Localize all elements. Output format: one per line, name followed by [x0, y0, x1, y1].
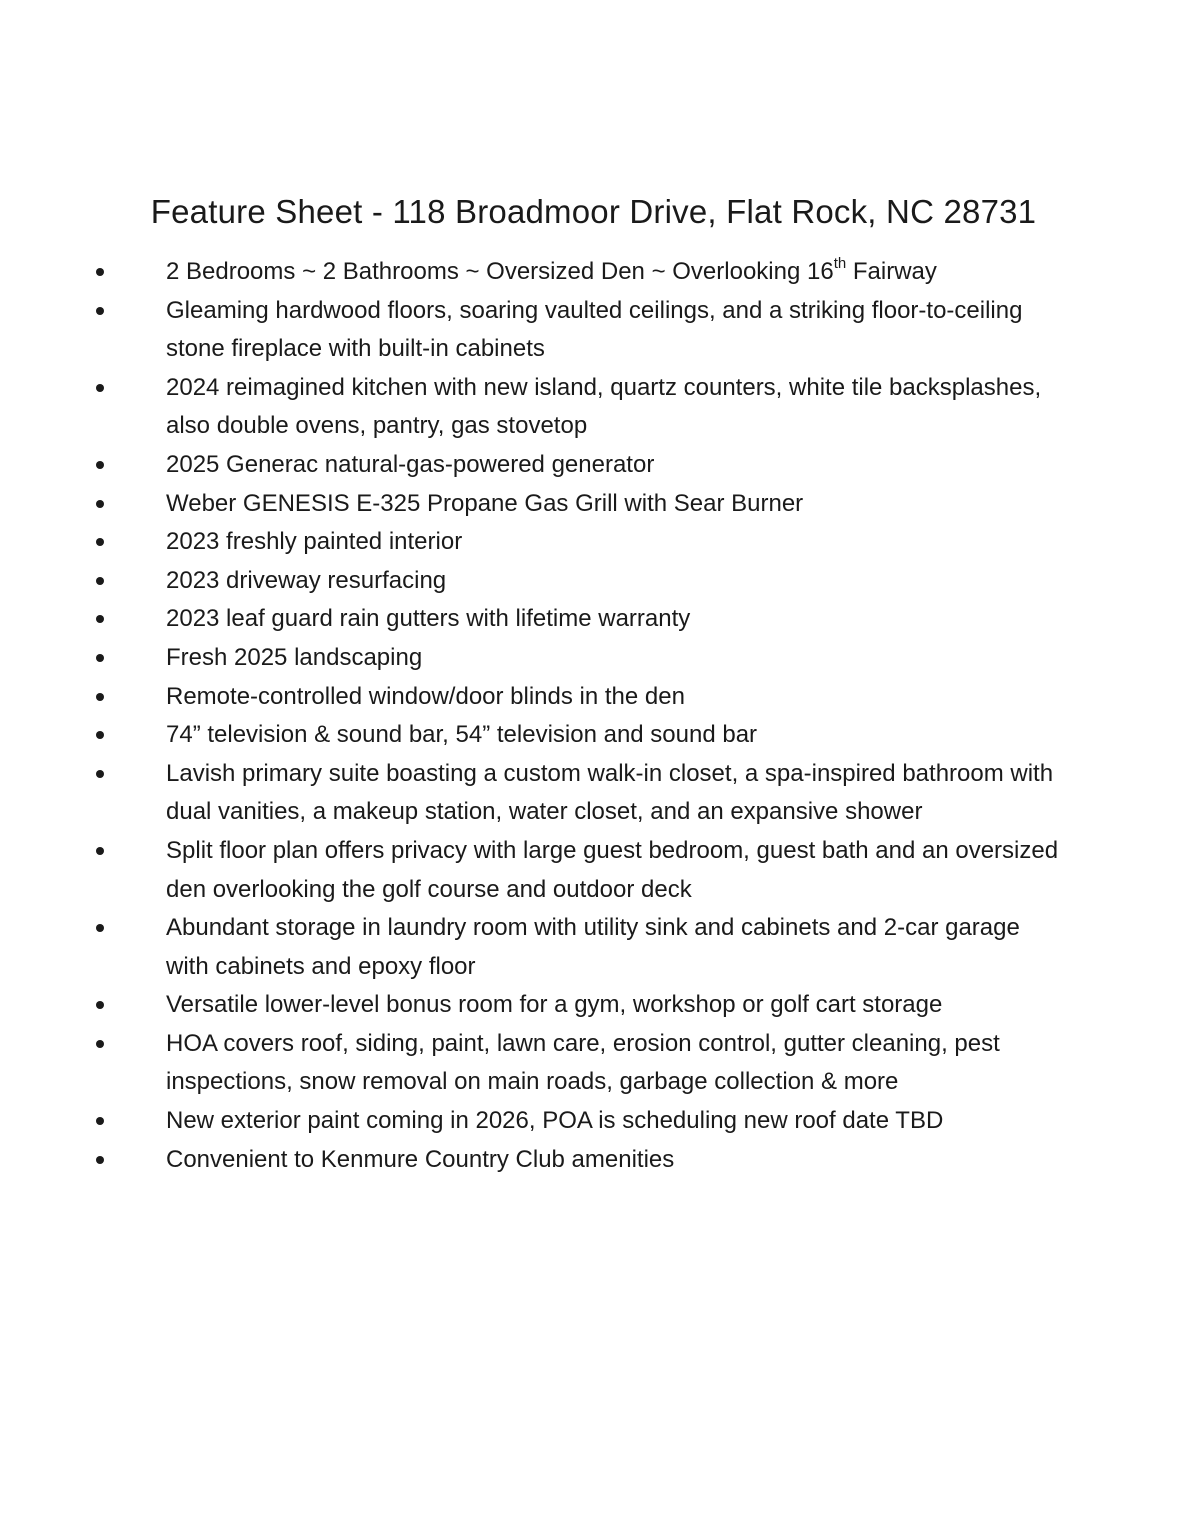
item-text: Weber GENESIS E-325 Propane Gas Grill with Sear Burner — [166, 489, 804, 517]
item-text: 2023 leaf guard rain gutters with lifetime warranty — [166, 605, 691, 633]
bullet-icon — [96, 1156, 104, 1164]
item-text: 2023 freshly painted interior — [166, 528, 463, 556]
list-item — [0, 369, 1187, 446]
feature-list — [0, 253, 1187, 1179]
list-item — [0, 1141, 1187, 1180]
item-text: Convenient to Kenmure Country Club amenities — [166, 1145, 675, 1173]
item-text: 2023 driveway resurfacing — [166, 566, 447, 594]
bullet-icon — [96, 615, 104, 623]
bullet-icon — [96, 654, 104, 662]
list-item — [0, 986, 1187, 1025]
list-item — [0, 253, 1187, 292]
item-text: 2025 Generac natural-gas-powered generator — [166, 450, 655, 478]
list-item — [0, 523, 1187, 562]
list-item — [0, 1102, 1187, 1141]
bullet-icon — [96, 461, 104, 469]
item-text-after: Fairway — [846, 258, 937, 285]
bullet-icon — [96, 538, 104, 546]
page-title: Feature Sheet - 118 Broadmoor Drive, Flat Rock, NC 28731 — [150, 193, 1037, 230]
bullet-icon — [96, 847, 104, 855]
item-text: Remote-controlled window/door blinds in the den — [166, 682, 685, 710]
item-text: Fresh 2025 landscaping — [166, 643, 423, 671]
list-item — [0, 600, 1187, 639]
list-item — [0, 292, 1187, 369]
list-item — [0, 716, 1187, 755]
list-item — [0, 639, 1187, 678]
bullet-icon — [96, 500, 104, 508]
bullet-icon — [96, 693, 104, 701]
list-item — [0, 755, 1187, 832]
bullet-icon — [96, 268, 104, 276]
bullet-icon — [96, 770, 104, 778]
bullet-icon — [96, 924, 104, 932]
bullet-icon — [96, 731, 104, 739]
list-item — [0, 1025, 1187, 1102]
list-item — [0, 832, 1187, 909]
item-text: Split floor plan offers privacy with large guest bedroom, guest bath and an oversized den overlooking the golf course and outdoor deck — [166, 836, 1059, 903]
list-item — [0, 678, 1187, 717]
bullet-icon — [96, 1117, 104, 1125]
list-item — [0, 909, 1187, 986]
bullet-icon — [96, 1040, 104, 1048]
bullet-icon — [96, 384, 104, 392]
ordinal-suffix: th — [833, 255, 847, 272]
item-text: 2024 reimagined kitchen with new island, quartz counters, white tile backsplashes, also double ovens, pantry, gas stovetop — [166, 373, 1042, 440]
list-item — [0, 485, 1187, 524]
item-text: 74” television & sound bar, 54” television and sound bar — [166, 721, 758, 749]
bullet-icon — [96, 577, 104, 585]
bullet-icon — [96, 307, 104, 315]
item-text: HOA covers roof, siding, paint, lawn care, erosion control, gutter cleaning, pest inspections, snow removal on main roads, garbage collection & more — [166, 1029, 1000, 1096]
item-text: Gleaming hardwood floors, soaring vaulted ceilings, and a striking floor-to-ceiling stone fireplace with built-in cabinets — [166, 296, 1023, 363]
bullet-icon — [96, 1001, 104, 1009]
item-text: New exterior paint coming in 2026, POA is scheduling new roof date TBD — [166, 1107, 944, 1135]
item-text: Lavish primary suite boasting a custom walk-in closet, a spa-inspired bathroom with dual vanities, a makeup station, water closet, and an expansive shower — [166, 759, 1054, 826]
list-item — [0, 562, 1187, 601]
item-text: Abundant storage in laundry room with utility sink and cabinets and 2-car garage with cabinets and epoxy floor — [166, 914, 1020, 980]
item-text: 2 Bedrooms ~ 2 Bathrooms ~ Oversized Den ~ Overlooking 16 — [166, 258, 834, 285]
item-text: Versatile lower-level bonus room for a gym, workshop or golf cart storage — [166, 991, 943, 1019]
list-item — [0, 446, 1187, 485]
